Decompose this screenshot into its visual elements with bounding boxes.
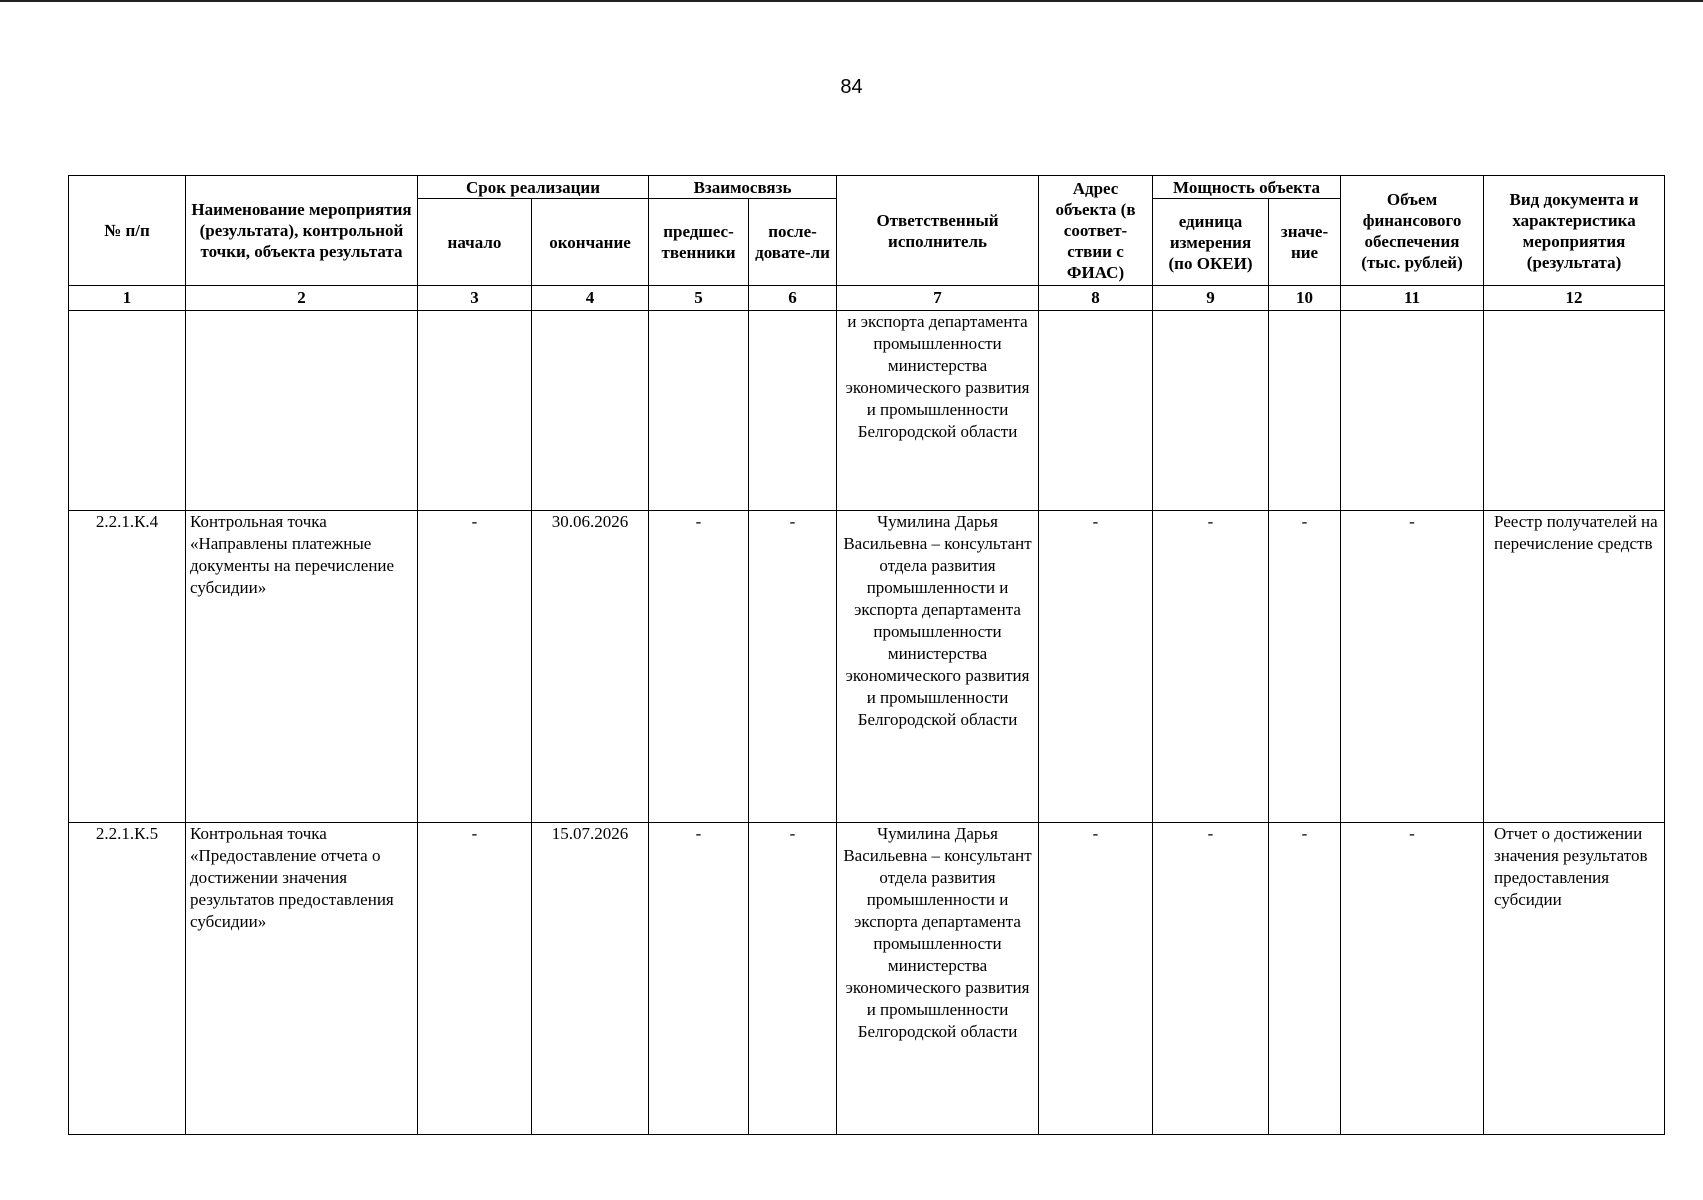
cell-unit: - — [1153, 511, 1269, 823]
cell-value: - — [1269, 823, 1341, 1135]
cell-successors: - — [749, 823, 837, 1135]
cell-start: - — [418, 823, 532, 1135]
cell-end: 15.07.2026 — [532, 823, 649, 1135]
cell-address: - — [1039, 823, 1153, 1135]
header-address: Адрес объекта (в соответ-ствии с ФИАС) — [1039, 176, 1153, 286]
header-start: начало — [418, 199, 532, 286]
cell-unit — [1153, 311, 1269, 511]
table-row-continuation — [69, 311, 1665, 511]
column-number: 4 — [532, 286, 649, 311]
header-capacity: Мощность объекта — [1153, 176, 1341, 199]
header-value: значе-ние — [1269, 199, 1341, 286]
header-row-top — [69, 176, 1665, 199]
cell-start — [418, 311, 532, 511]
column-number: 10 — [1269, 286, 1341, 311]
cell-end — [532, 311, 649, 511]
cell-successors: - — [749, 511, 837, 823]
cell-no — [69, 311, 186, 511]
cell-predecessors: - — [649, 823, 749, 1135]
column-number: 11 — [1341, 286, 1484, 311]
header-name: Наименование мероприятия (результата), контрольной точки, объекта результата — [186, 176, 418, 286]
cell-start: - — [418, 511, 532, 823]
column-number: 8 — [1039, 286, 1153, 311]
header-unit: единица измерения (по ОКЕИ) — [1153, 199, 1269, 286]
column-number: 5 — [649, 286, 749, 311]
header-responsible: Ответственный исполнитель — [837, 176, 1039, 286]
header-end: окончание — [532, 199, 649, 286]
column-number: 3 — [418, 286, 532, 311]
header-period: Срок реализации — [418, 176, 649, 199]
cell-address: - — [1039, 511, 1153, 823]
plan-table — [68, 175, 1665, 1135]
top-border-line — [0, 0, 1703, 2]
cell-name: Контрольная точка «Предоставление отчета о достижении значения результатов предоставления субсидии» — [186, 823, 418, 1135]
cell-no: 2.2.1.К.5 — [69, 823, 186, 1135]
cell-name: Контрольная точка «Направлены платежные документы на перечисление субсидии» — [186, 511, 418, 823]
cell-no: 2.2.1.К.4 — [69, 511, 186, 823]
cell-responsible: Чумилина Дарья Васильевна – консультант отдела развития промышленности и экспорта департамента промышленности министерства экономического развития и промышленности Белгородской области — [837, 511, 1039, 823]
page-number: 84 — [840, 76, 863, 98]
column-number-row — [69, 286, 1665, 311]
column-number: 2 — [186, 286, 418, 311]
cell-value — [1269, 311, 1341, 511]
cell-name — [186, 311, 418, 511]
column-number: 7 — [837, 286, 1039, 311]
table-row — [69, 823, 1665, 1135]
cell-responsible: и экспорта департамента промышленности министерства экономического развития и промышленности Белгородской области — [837, 311, 1039, 511]
column-number: 1 — [69, 286, 186, 311]
cell-unit: - — [1153, 823, 1269, 1135]
header-funding: Объем финансового обеспечения (тыс. рублей) — [1341, 176, 1484, 286]
column-number: 9 — [1153, 286, 1269, 311]
cell-funding — [1341, 311, 1484, 511]
column-number: 12 — [1484, 286, 1665, 311]
cell-value: - — [1269, 511, 1341, 823]
cell-doc-type: Реестр получателей на перечисление средств — [1484, 511, 1665, 823]
cell-address — [1039, 311, 1153, 511]
cell-predecessors: - — [649, 511, 749, 823]
column-number: 6 — [749, 286, 837, 311]
header-no: № п/п — [69, 176, 186, 286]
header-doc-type: Вид документа и характеристика мероприятия (результата) — [1484, 176, 1665, 286]
cell-responsible: Чумилина Дарья Васильевна – консультант отдела развития промышленности и экспорта департамента промышленности министерства экономического развития и промышленности Белгородской области — [837, 823, 1039, 1135]
header-predecessors: предшес-твенники — [649, 199, 749, 286]
cell-end: 30.06.2026 — [532, 511, 649, 823]
header-relation: Взаимосвязь — [649, 176, 837, 199]
cell-doc-type: Отчет о достижении значения результатов предоставления субсидии — [1484, 823, 1665, 1135]
cell-predecessors — [649, 311, 749, 511]
cell-funding: - — [1341, 511, 1484, 823]
header-successors: после-довате-ли — [749, 199, 837, 286]
cell-doc-type — [1484, 311, 1665, 511]
cell-funding: - — [1341, 823, 1484, 1135]
table-row — [69, 511, 1665, 823]
cell-successors — [749, 311, 837, 511]
